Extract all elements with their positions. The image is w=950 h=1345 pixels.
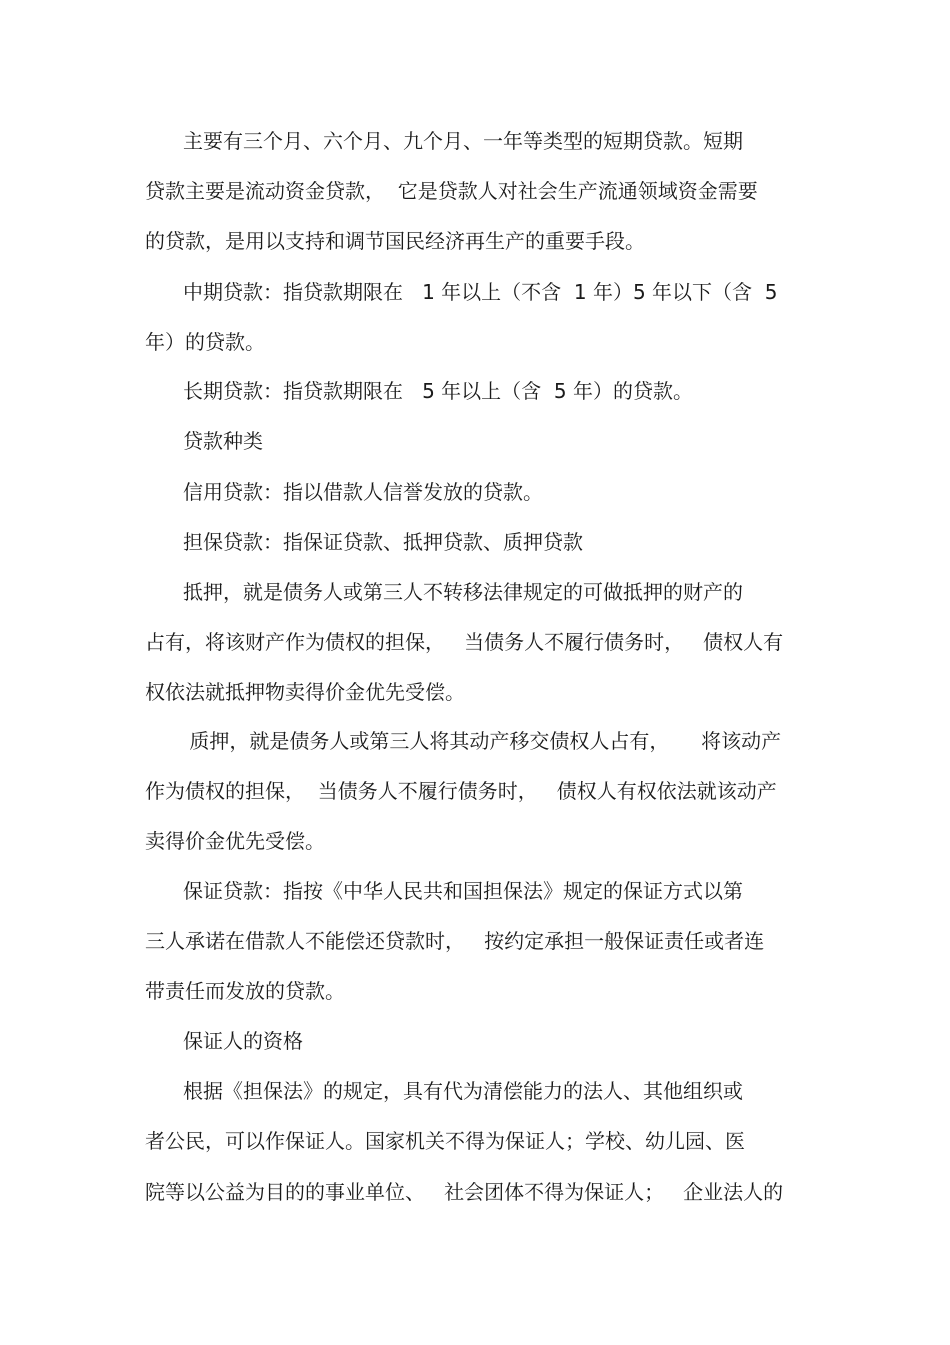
text-line: 贷款主要是流动资金贷款， 它是贷款人对社会生产流通领域资金需要 bbox=[145, 179, 758, 203]
text-line: 主要有三个月、六个月、九个月、一年等类型的短期贷款。短期 bbox=[183, 129, 743, 153]
text-line: 质押，就是债务人或第三人将其动产移交债权人占有， 将该动产 bbox=[183, 729, 782, 753]
text-line: 根据《担保法》的规定，具有代为清偿能力的法人、其他组织或 bbox=[183, 1079, 743, 1103]
section-heading: 贷款种类 bbox=[183, 429, 263, 453]
text-line: 信用贷款：指以借款人信誉发放的贷款。 bbox=[183, 480, 543, 504]
text-line: 院等以公益为目的的事业单位、 社会团体不得为保证人； 企业法人的 bbox=[145, 1180, 784, 1204]
text-line: 三人承诺在借款人不能偿还贷款时， 按约定承担一般保证责任或者连 bbox=[145, 929, 765, 953]
text-line: 长期贷款：指贷款期限在 5 年以上（含 5 年）的贷款。 bbox=[183, 379, 693, 403]
text-line: 抵押，就是债务人或第三人不转移法律规定的可做抵押的财产的 bbox=[183, 580, 743, 604]
text-line: 的贷款，是用以支持和调节国民经济再生产的重要手段。 bbox=[145, 229, 645, 253]
text-line: 保证贷款：指按《中华人民共和国担保法》规定的保证方式以第 bbox=[183, 879, 743, 903]
text-line: 者公民，可以作保证人。国家机关不得为保证人；学校、幼儿园、医 bbox=[145, 1129, 745, 1153]
text-line: 担保贷款：指保证贷款、抵押贷款、质押贷款 bbox=[183, 530, 583, 554]
text-line: 带责任而发放的贷款。 bbox=[145, 979, 345, 1003]
text-line: 权依法就抵押物卖得价金优先受偿。 bbox=[145, 680, 465, 704]
text-line: 年）的贷款。 bbox=[145, 330, 265, 354]
text-line: 卖得价金优先受偿。 bbox=[145, 829, 325, 853]
section-heading: 保证人的资格 bbox=[183, 1029, 303, 1053]
text-line: 作为债权的担保， 当债务人不履行债务时， 债权人有权依法就该动产 bbox=[145, 779, 777, 803]
text-line: 中期贷款：指贷款期限在 1 年以上（不含 1 年）5 年以下（含 5 bbox=[183, 280, 778, 304]
text-line: 占有，将该财产作为债权的担保， 当债务人不履行债务时， 债权人有 bbox=[145, 630, 784, 654]
